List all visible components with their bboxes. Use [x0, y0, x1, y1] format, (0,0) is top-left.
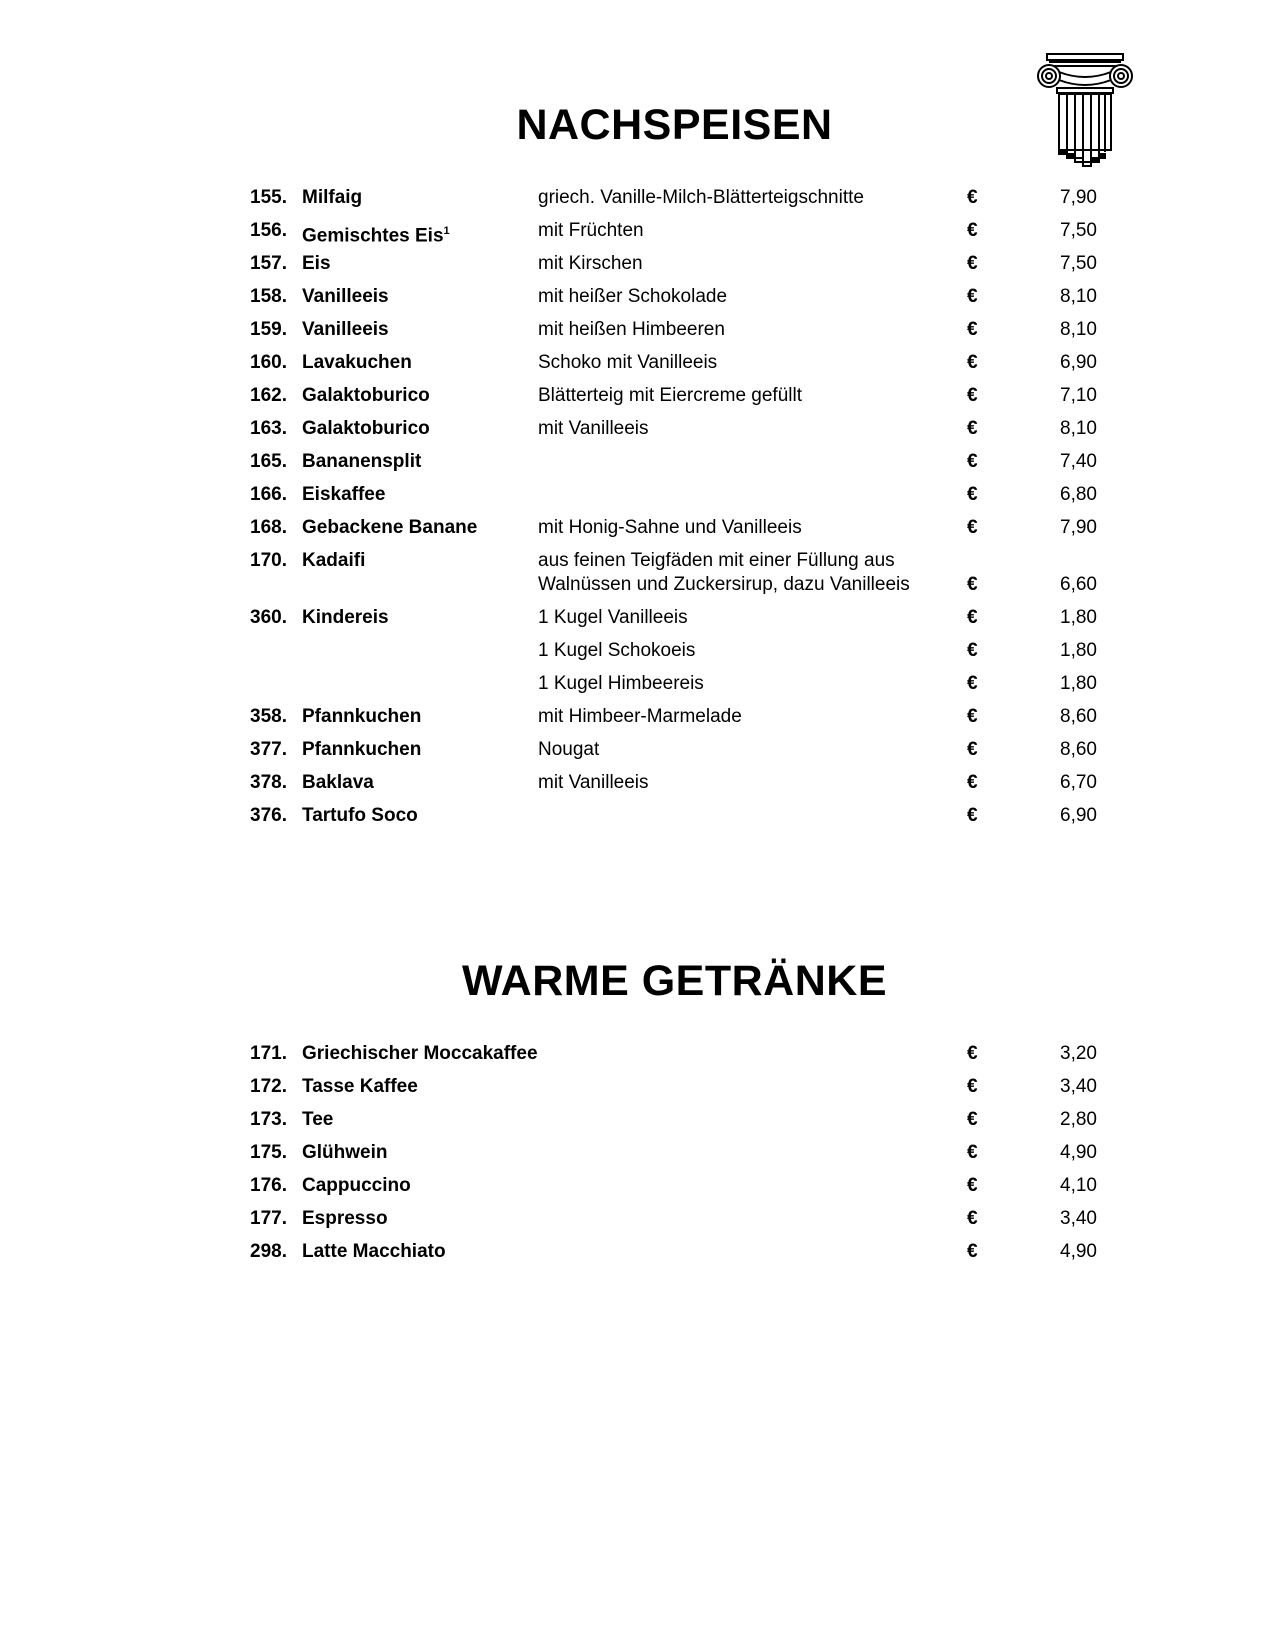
- item-number: 166.: [250, 484, 287, 505]
- item-number: 376.: [250, 805, 287, 826]
- item-number: 360.: [250, 607, 287, 628]
- menu-item-row: [245, 285, 1097, 318]
- item-number: 165.: [250, 451, 287, 472]
- item-price: 6,90: [1060, 352, 1097, 373]
- item-number: 173.: [250, 1109, 287, 1130]
- item-description: mit Vanilleeis: [538, 772, 649, 793]
- item-number: 159.: [250, 319, 287, 340]
- item-name: Eis: [302, 253, 331, 274]
- item-name: Vanilleeis: [302, 286, 389, 307]
- item-price: 7,10: [1060, 385, 1097, 406]
- item-description: mit Kirschen: [538, 253, 643, 274]
- item-currency: €: [967, 385, 978, 406]
- item-name: Milfaig: [302, 187, 363, 208]
- item-price: 6,80: [1060, 484, 1097, 505]
- item-description: Blätterteig mit Eiercreme gefüllt: [538, 385, 802, 406]
- menu-item-row: [245, 1240, 1097, 1273]
- item-number: 378.: [250, 772, 287, 793]
- item-price: 8,60: [1060, 706, 1097, 727]
- item-name: Tasse Kaffee: [302, 1076, 418, 1097]
- item-name: Tee: [302, 1109, 334, 1130]
- menu-item-row: [245, 639, 1097, 672]
- item-description: aus feinen Teigfäden mit einer Füllung aus Walnüssen und Zuckersirup, dazu Vanilleeis: [538, 550, 910, 595]
- item-number: 172.: [250, 1076, 287, 1097]
- menu-item-row: [245, 1108, 1097, 1141]
- menu-item-row: [245, 804, 1097, 837]
- item-number: 168.: [250, 517, 287, 538]
- item-currency: €: [967, 352, 978, 373]
- menu-item-row: [245, 186, 1097, 219]
- item-price: 3,20: [1060, 1043, 1097, 1064]
- item-currency: €: [967, 220, 978, 241]
- item-number: 157.: [250, 253, 287, 274]
- item-description: mit heißer Schokolade: [538, 286, 728, 307]
- item-name: Eiskaffee: [302, 484, 386, 505]
- item-price: 8,10: [1060, 319, 1097, 340]
- item-price: 1,80: [1060, 607, 1097, 628]
- item-price: 8,10: [1060, 286, 1097, 307]
- menu-item-row: [245, 1174, 1097, 1207]
- item-number: 171.: [250, 1043, 287, 1064]
- menu-item-row: [245, 219, 1097, 252]
- item-currency: €: [967, 739, 978, 760]
- item-currency: €: [967, 1076, 978, 1097]
- item-currency: €: [967, 1208, 978, 1229]
- menu-item-row: [245, 417, 1097, 450]
- item-footnote-marker: 1: [443, 225, 450, 237]
- section-title-warm-drinks: WARME GETRÄNKE: [461, 957, 888, 1005]
- item-price: 7,90: [1060, 517, 1097, 538]
- menu-item-row: [245, 1042, 1097, 1075]
- menu-item-row: [245, 516, 1097, 549]
- item-name: Gebackene Banane: [302, 517, 478, 538]
- item-currency: €: [967, 1142, 978, 1163]
- item-description: Schoko mit Vanilleeis: [538, 352, 718, 373]
- item-currency: €: [967, 1241, 978, 1262]
- menu-item-row: [245, 252, 1097, 285]
- item-name: Cappuccino: [302, 1175, 411, 1196]
- item-price: 3,40: [1060, 1208, 1097, 1229]
- item-name: Latte Macchiato: [302, 1241, 446, 1262]
- item-name: Lavakuchen: [302, 352, 412, 373]
- item-price: 7,50: [1060, 253, 1097, 274]
- menu-item-row: [245, 483, 1097, 516]
- item-price: 7,90: [1060, 187, 1097, 208]
- item-number: 170.: [250, 550, 287, 571]
- menu-item-row: [245, 450, 1097, 483]
- item-number: 358.: [250, 706, 287, 727]
- item-number: 158.: [250, 286, 287, 307]
- item-price: 3,40: [1060, 1076, 1097, 1097]
- item-number: 377.: [250, 739, 287, 760]
- item-number: 156.: [250, 220, 287, 241]
- item-price: 6,90: [1060, 805, 1097, 826]
- item-currency: €: [967, 286, 978, 307]
- item-price: 4,10: [1060, 1175, 1097, 1196]
- item-description: 1 Kugel Schokoeis: [538, 640, 696, 661]
- menu-item-row: [245, 672, 1097, 705]
- item-currency: €: [967, 319, 978, 340]
- item-price: 6,70: [1060, 772, 1097, 793]
- menu-item-row: [245, 384, 1097, 417]
- item-currency: €: [967, 1175, 978, 1196]
- item-description: 1 Kugel Himbeereis: [538, 673, 704, 694]
- item-price: 8,60: [1060, 739, 1097, 760]
- menu-item-row: [245, 1141, 1097, 1174]
- item-price: 7,50: [1060, 220, 1097, 241]
- item-number: 175.: [250, 1142, 287, 1163]
- item-name: Vanilleeis: [302, 319, 389, 340]
- item-number: 177.: [250, 1208, 287, 1229]
- item-currency: €: [967, 517, 978, 538]
- item-name: Galaktoburico: [302, 385, 430, 406]
- item-name: Gemischtes Eis$^1$: [302, 225, 450, 247]
- menu-item-row: [245, 549, 1097, 606]
- item-description: mit Früchten: [538, 220, 644, 241]
- menu-item-row: [245, 1207, 1097, 1240]
- item-currency: €: [967, 574, 978, 595]
- item-name: Kadaifi: [302, 550, 366, 571]
- item-name: Pfannkuchen: [302, 739, 422, 760]
- item-currency: €: [967, 805, 978, 826]
- item-price: 4,90: [1060, 1241, 1097, 1262]
- menu-item-row: [245, 738, 1097, 771]
- menu-item-row: [245, 351, 1097, 384]
- item-currency: €: [967, 640, 978, 661]
- item-price: 8,10: [1060, 418, 1097, 439]
- item-name: Bananensplit: [302, 451, 422, 472]
- item-description: mit Honig-Sahne und Vanilleeis: [538, 517, 802, 538]
- item-name: Pfannkuchen: [302, 706, 422, 727]
- item-currency: €: [967, 1043, 978, 1064]
- item-currency: €: [967, 187, 978, 208]
- item-number: 163.: [250, 418, 287, 439]
- menu-item-row: [245, 318, 1097, 351]
- menu-item-row: [245, 705, 1097, 738]
- item-currency: €: [967, 706, 978, 727]
- item-name: Glühwein: [302, 1142, 388, 1163]
- item-number: 155.: [250, 187, 287, 208]
- item-number: 176.: [250, 1175, 287, 1196]
- item-number: 160.: [250, 352, 287, 373]
- item-currency: €: [967, 484, 978, 505]
- item-price: 7,40: [1060, 451, 1097, 472]
- item-name: Tartufo Soco: [302, 805, 418, 826]
- item-description: 1 Kugel Vanilleeis: [538, 607, 688, 628]
- item-name: Kindereis: [302, 607, 389, 628]
- item-price: 1,80: [1060, 673, 1097, 694]
- item-description: mit Vanilleeis: [538, 418, 649, 439]
- menu-item-row: [245, 771, 1097, 804]
- item-number: 298.: [250, 1241, 287, 1262]
- item-name: Griechischer Moccakaffee: [302, 1043, 538, 1064]
- item-currency: €: [967, 1109, 978, 1130]
- item-name: Baklava: [302, 772, 374, 793]
- item-name: Galaktoburico: [302, 418, 430, 439]
- menu-list-desserts: [245, 186, 1097, 837]
- item-currency: €: [967, 673, 978, 694]
- item-price: 4,90: [1060, 1142, 1097, 1163]
- item-description: mit heißen Himbeeren: [538, 319, 725, 340]
- item-currency: €: [967, 253, 978, 274]
- item-price: 6,60: [1060, 574, 1097, 595]
- item-price: 2,80: [1060, 1109, 1097, 1130]
- item-description: griech. Vanille-Milch-Blätterteigschnitte: [538, 187, 864, 208]
- item-description: mit Himbeer-Marmelade: [538, 706, 742, 727]
- menu-item-row: [245, 606, 1097, 639]
- item-currency: €: [967, 418, 978, 439]
- item-currency: €: [967, 607, 978, 628]
- item-currency: €: [967, 451, 978, 472]
- menu-list-warm-drinks: [245, 1042, 1097, 1273]
- item-number: 162.: [250, 385, 287, 406]
- menu-item-row: [245, 1075, 1097, 1108]
- section-title-desserts: NACHSPEISEN: [516, 101, 833, 149]
- item-description: Nougat: [538, 739, 600, 760]
- item-name: Espresso: [302, 1208, 388, 1229]
- item-currency: €: [967, 772, 978, 793]
- item-price: 1,80: [1060, 640, 1097, 661]
